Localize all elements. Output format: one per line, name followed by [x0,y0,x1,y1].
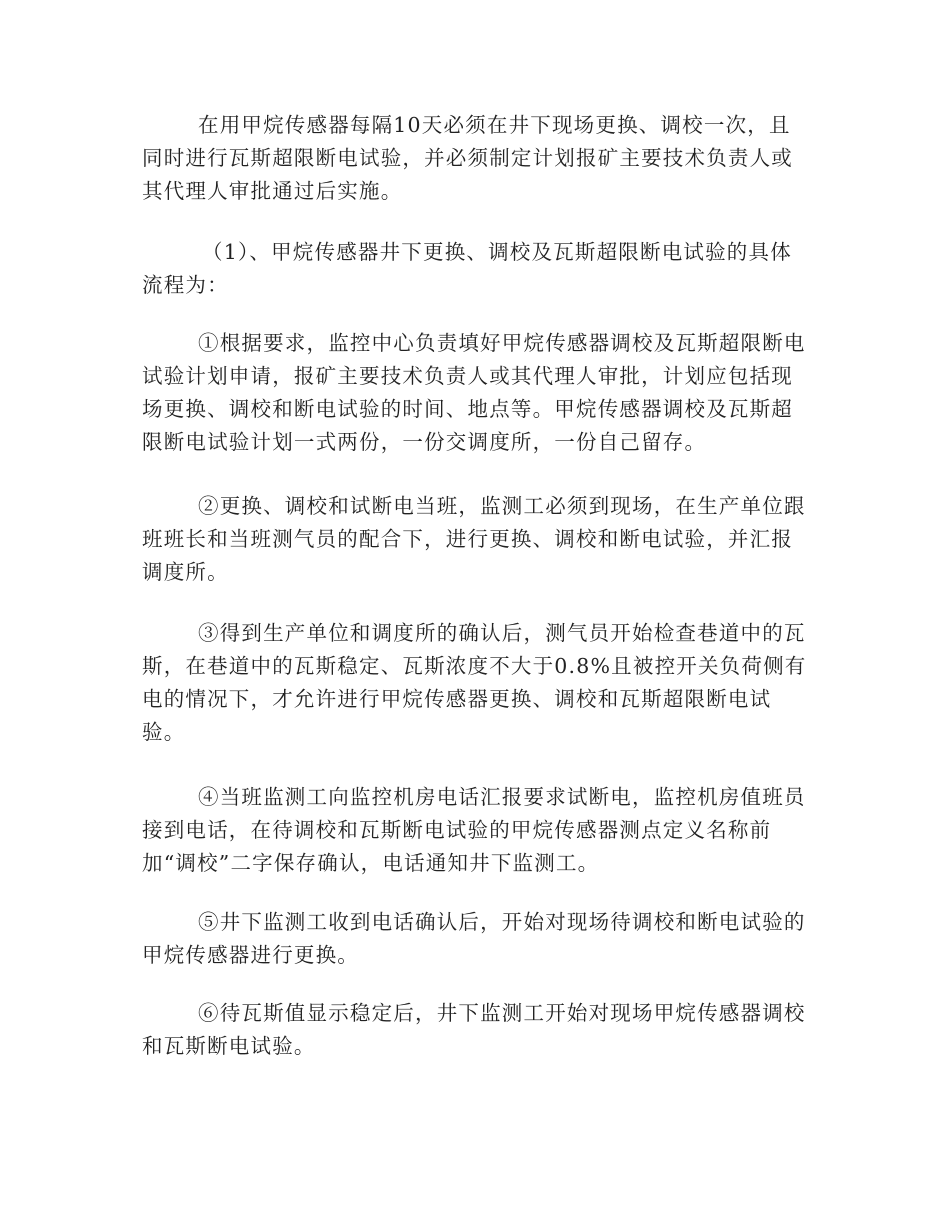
paragraph-step-1 [142,327,812,459]
text-line: （1）、甲烷传感器井下更换、调校及瓦斯超限断电试验的具体 [202,240,792,264]
paragraph-process-heading [142,236,812,302]
text-line: ③得到生产单位和调度所的确认后，测气员开始检查巷道中的瓦 [198,621,806,645]
text-line: ⑥待瓦斯值显示稳定后，井下监测工开始对现场甲烷传感器调校 [198,1001,806,1025]
text-line: 班班长和当班测气员的配合下，进行更换、调校和断电试验，并汇报 [142,527,793,551]
text-line: 试验计划申请，报矿主要技术负责人或其代理人审批，计划应包括现 [142,364,793,388]
paragraph-step-6 [142,997,812,1063]
text-line: 斯，在巷道中的瓦斯稳定、瓦斯浓度不大于0.8%且被控开关负荷侧有 [142,654,807,678]
text-line: 同时进行瓦斯超限断电试验，并必须制定计划报矿主要技术负责人或 [142,146,793,170]
paragraph-step-2 [142,490,812,589]
text-line: 流程为： [142,273,229,297]
text-line: 场更换、调校和断电试验的时间、地点等。甲烷传感器调校及瓦斯超 [142,397,793,421]
paragraph-step-5 [142,906,812,972]
text-line: ⑤井下监测工收到电话确认后，开始对现场待调校和断电试验的 [198,910,806,934]
text-line: 限断电试验计划一式两份，一份交调度所，一份自己留存。 [142,430,707,454]
text-line: 电的情况下，才允许进行甲烷传感器更换、调校和瓦斯超限断电试 [142,687,772,711]
text-line: 接到电话，在待调校和瓦斯断电试验的甲烷传感器测点定义名称前 [142,818,772,842]
text-line: 其代理人审批通过后实施。 [142,179,403,203]
text-line: ①根据要求，监控中心负责填好甲烷传感器调校及瓦斯超限断电 [198,331,806,355]
text-line: ②更换、调校和试断电当班，监测工必须到现场，在生产单位跟 [198,494,806,518]
text-line: 在用甲烷传感器每隔10天必须在井下现场更换、调校一次，且 [198,113,791,137]
text-line: 调度所。 [142,560,229,584]
paragraph-step-3 [142,617,812,749]
paragraph-intro [142,109,812,208]
text-line: 加“调校”二字保存确认，电话通知井下监测工。 [142,851,600,875]
text-line: 甲烷传感器进行更换。 [142,943,359,967]
text-line: 和瓦斯断电试验。 [142,1034,316,1058]
text-line: ④当班监测工向监控机房电话汇报要求试断电，监控机房值班员 [198,785,806,809]
paragraph-step-4 [142,781,812,880]
text-line: 验。 [142,720,186,744]
